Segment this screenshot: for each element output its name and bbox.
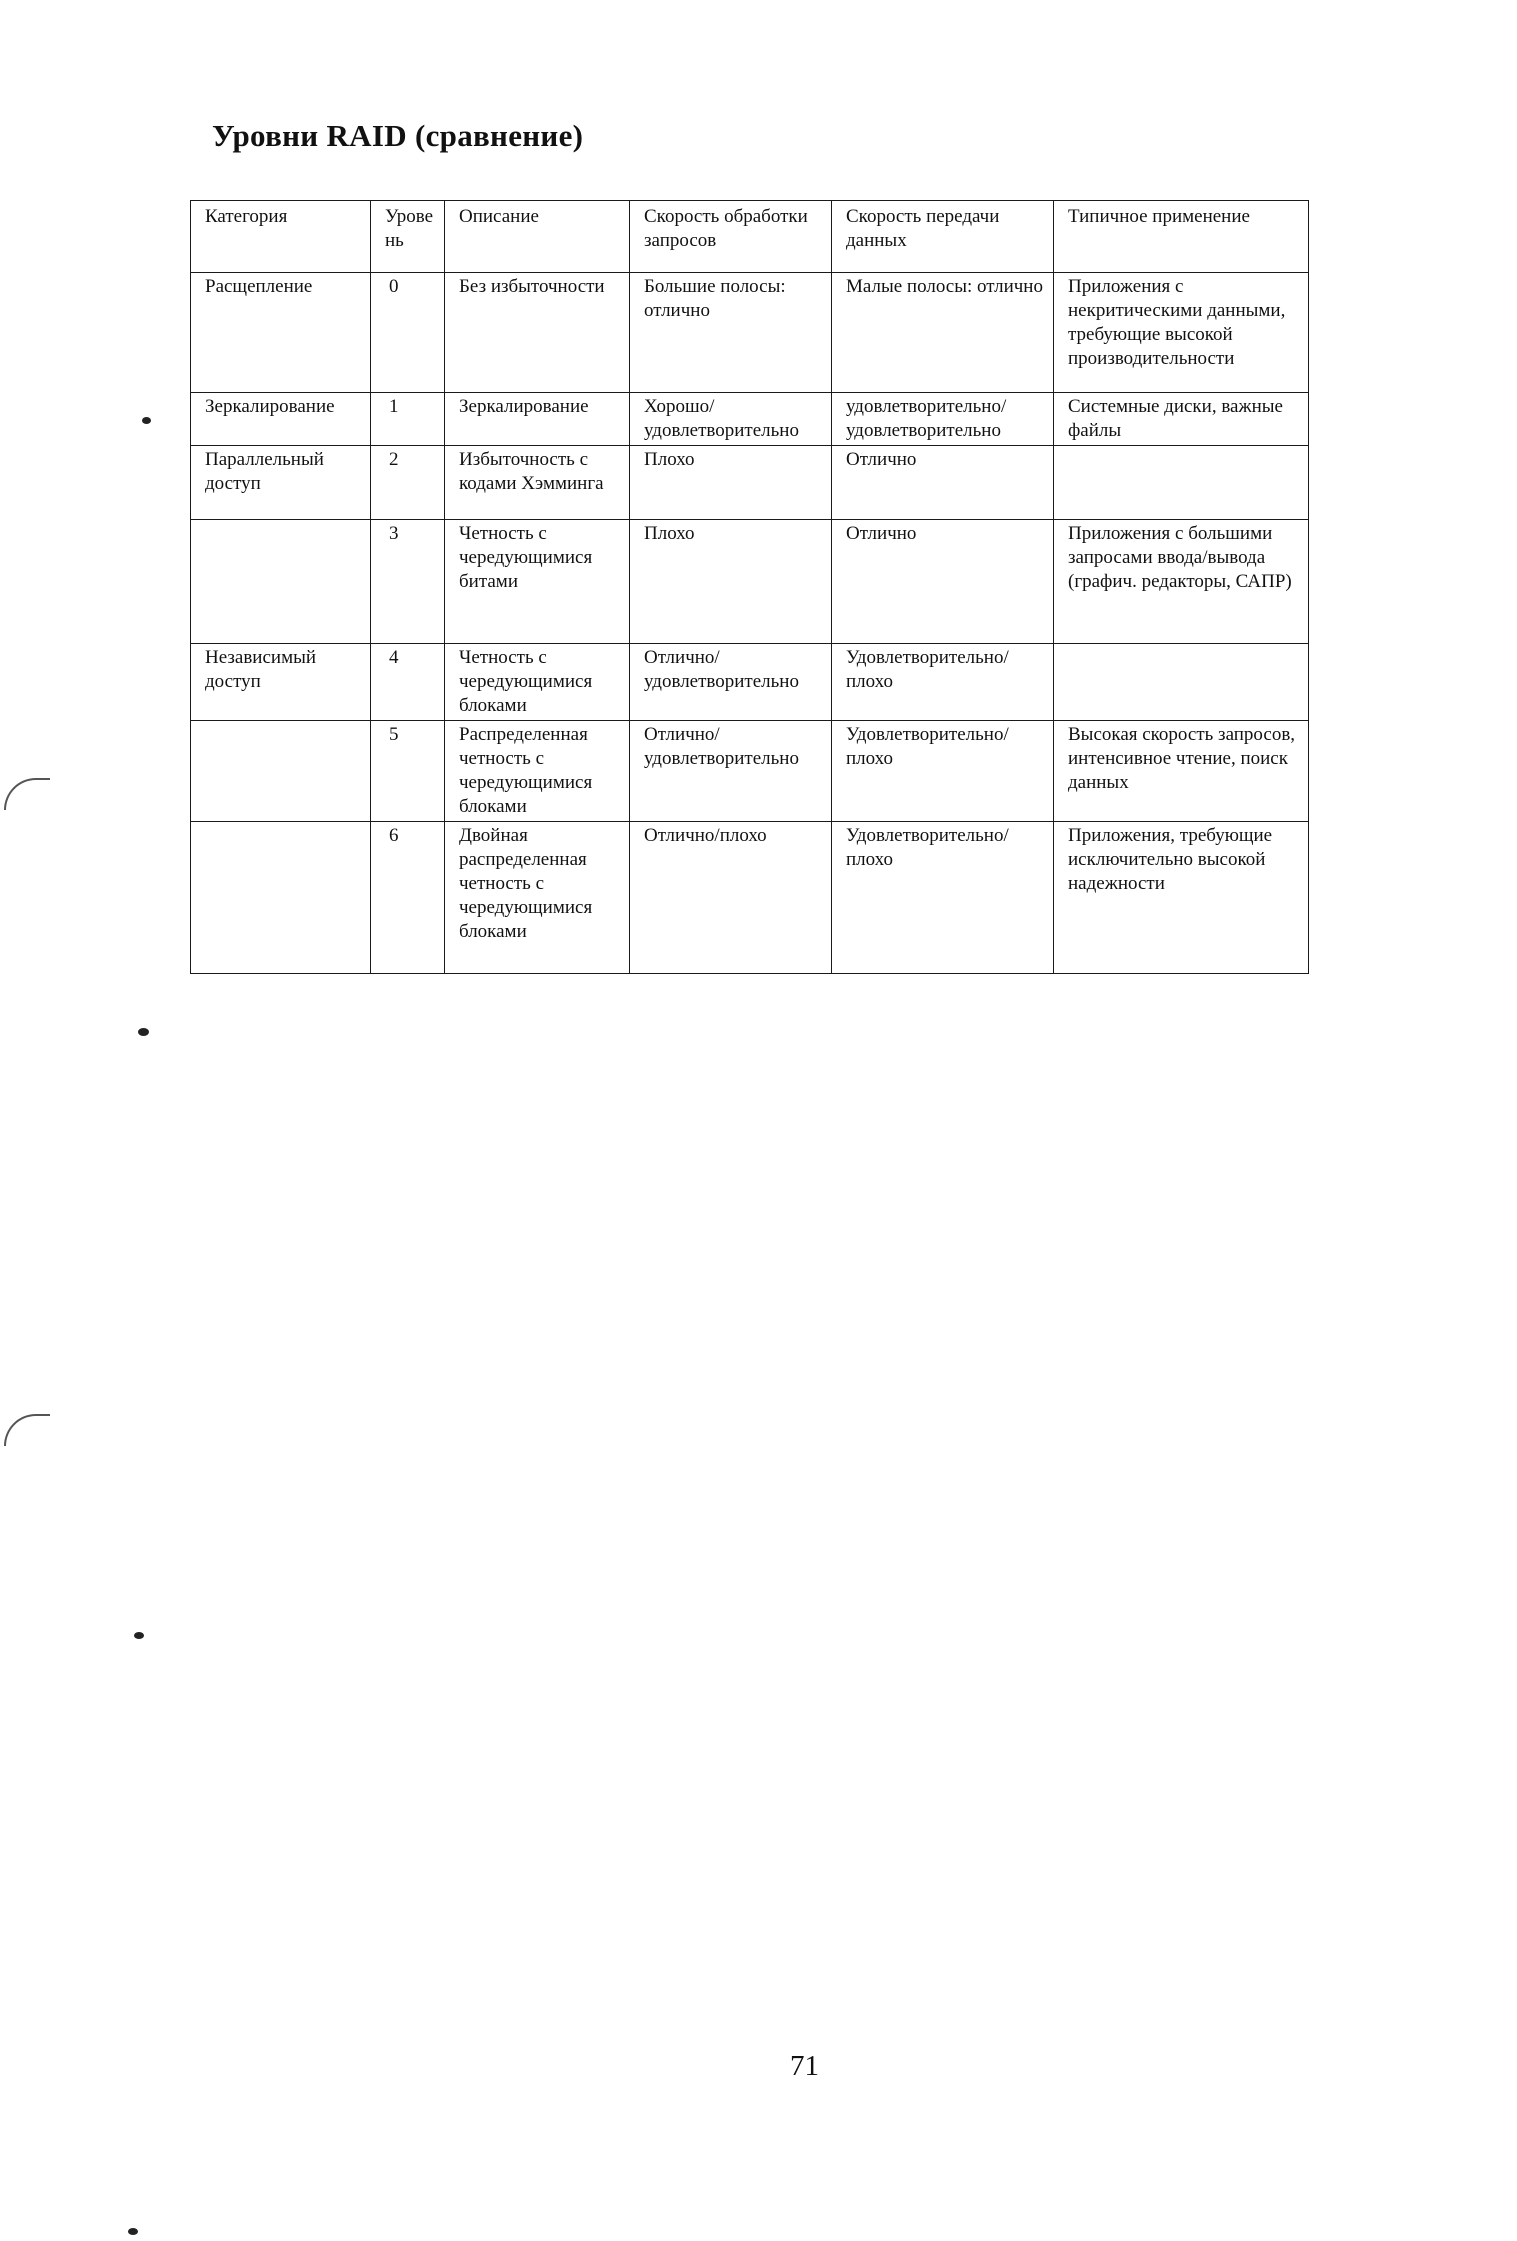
- cell-description: Зеркалирование: [445, 393, 630, 446]
- cell-category: [191, 520, 371, 644]
- cell-transfer-speed: Удовлетворительно/ плохо: [832, 721, 1054, 822]
- cell-level: 1: [371, 393, 445, 446]
- cell-request-speed: Отлично/ удовлетворительно: [630, 644, 832, 721]
- cell-description: Четность с чередующимися блоками: [445, 644, 630, 721]
- cell-description: Двойная распределенная четность с чередующимися блоками: [445, 822, 630, 974]
- table-row: [191, 446, 1309, 520]
- cell-description: Без избыточности: [445, 273, 630, 393]
- header-transfer-speed: Скорость передачи данных: [832, 201, 1054, 273]
- table-row: [191, 393, 1309, 446]
- cell-request-speed: Хорошо/ удовлетворительно: [630, 393, 832, 446]
- header-level: Уровень: [371, 201, 445, 273]
- cell-transfer-speed: Отлично: [832, 520, 1054, 644]
- cell-application: Приложения с большими запросами ввода/вывода (графич. редакторы, САПР): [1054, 520, 1309, 644]
- cell-application: [1054, 446, 1309, 520]
- scan-edge-mark: [4, 778, 50, 810]
- scan-edge-mark: [4, 1414, 50, 1446]
- table-header-row: [191, 201, 1309, 273]
- header-request-speed: Скорость обработки запросов: [630, 201, 832, 273]
- cell-transfer-speed: Малые полосы: отлично: [832, 273, 1054, 393]
- cell-category: [191, 721, 371, 822]
- cell-category: [191, 822, 371, 974]
- cell-request-speed: Большие полосы: отлично: [630, 273, 832, 393]
- cell-request-speed: Плохо: [630, 446, 832, 520]
- cell-request-speed: Отлично/ удовлетворительно: [630, 721, 832, 822]
- cell-description: Четность с чередующимися битами: [445, 520, 630, 644]
- cell-transfer-speed: Удовлетворительно/ плохо: [832, 822, 1054, 974]
- cell-description: Распределенная четность с чередующимися блоками: [445, 721, 630, 822]
- scan-speck: [128, 2228, 138, 2235]
- table-row: [191, 520, 1309, 644]
- cell-transfer-speed: Отлично: [832, 446, 1054, 520]
- page-title: Уровни RAID (сравнение): [212, 118, 584, 153]
- cell-application: Высокая скорость запросов, интенсивное чтение, поиск данных: [1054, 721, 1309, 822]
- cell-level: 5: [371, 721, 445, 822]
- cell-transfer-speed: Удовлетворительно/ плохо: [832, 644, 1054, 721]
- cell-application: [1054, 644, 1309, 721]
- scan-speck: [142, 417, 151, 424]
- cell-level: 3: [371, 520, 445, 644]
- table-row: [191, 273, 1309, 393]
- cell-category: Расщепление: [191, 273, 371, 393]
- scan-speck: [134, 1632, 144, 1639]
- raid-comparison-table: [190, 200, 1309, 974]
- cell-request-speed: Отлично/плохо: [630, 822, 832, 974]
- cell-category: Зеркалирование: [191, 393, 371, 446]
- cell-transfer-speed: удовлетворительно/ удовлетворительно: [832, 393, 1054, 446]
- cell-category: Независимый доступ: [191, 644, 371, 721]
- cell-level: 6: [371, 822, 445, 974]
- cell-category: Параллельный доступ: [191, 446, 371, 520]
- cell-application: Системные диски, важные файлы: [1054, 393, 1309, 446]
- cell-description: Избыточность с кодами Хэмминга: [445, 446, 630, 520]
- header-description: Описание: [445, 201, 630, 273]
- table-row: [191, 644, 1309, 721]
- cell-level: 0: [371, 273, 445, 393]
- page-number: 71: [790, 2050, 819, 2082]
- header-category: Категория: [191, 201, 371, 273]
- cell-level: 4: [371, 644, 445, 721]
- header-application: Типичное применение: [1054, 201, 1309, 273]
- cell-request-speed: Плохо: [630, 520, 832, 644]
- cell-application: Приложения, требующие исключительно высокой надежности: [1054, 822, 1309, 974]
- table-row: [191, 822, 1309, 974]
- scan-speck: [138, 1028, 149, 1036]
- cell-application: Приложения с некритическими данными, требующие высокой производительности: [1054, 273, 1309, 393]
- table-row: [191, 721, 1309, 822]
- cell-level: 2: [371, 446, 445, 520]
